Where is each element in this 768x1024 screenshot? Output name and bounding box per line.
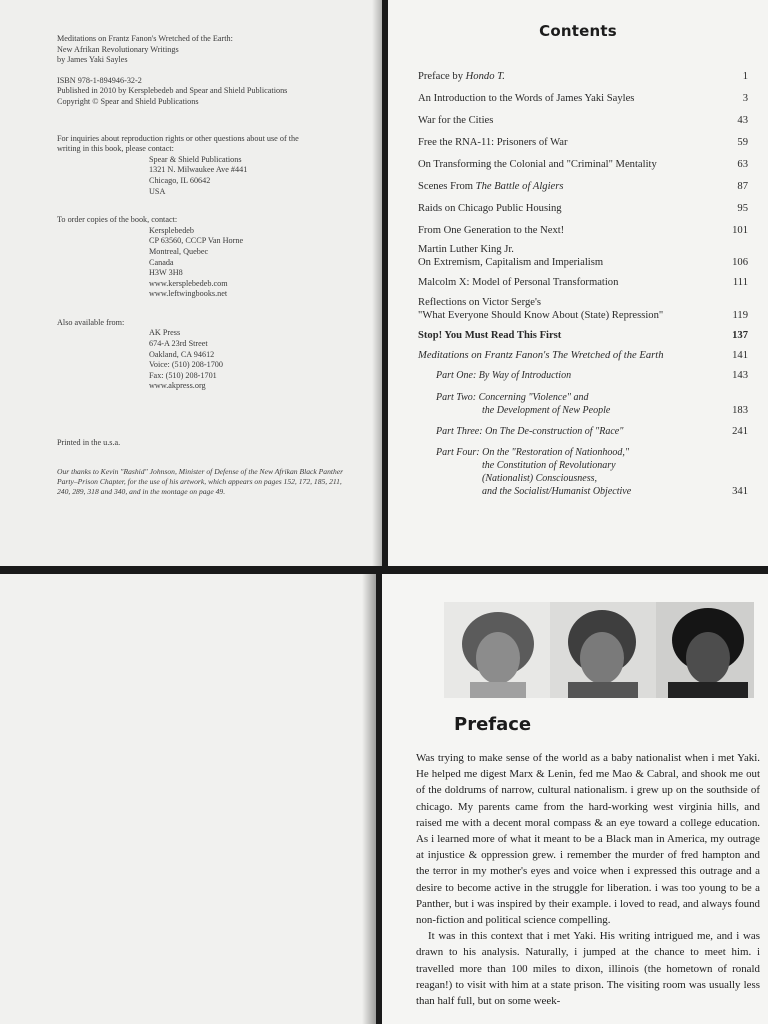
toc-page-number: 95 [737,203,748,214]
book-subtitle-line: New Afrikan Revolutionary Writings [57,44,179,54]
toc-entry [418,276,748,289]
address-line: Canada [149,257,174,267]
contents-heading: Contents [539,22,617,40]
toc-entry-title [418,391,714,417]
contents-page [388,0,768,566]
published-line: Published in 2010 by Kersplebedeb and Spear and Shield Publications [57,86,288,96]
toc-entry [418,136,748,149]
address-line: AK Press [149,328,181,338]
toc-entry-text: Free the RNA-11: Prisoners of War [418,137,568,148]
toc-entry-continuation: the Development of New People [482,405,611,416]
toc-entry-text: Martin Luther King Jr. [418,244,514,255]
toc-entry-title [418,224,714,237]
copyright-line: Copyright © Spear and Shield Publications [57,96,199,106]
toc-entry-text: Part Three: On The De-construction of "Race" [436,426,624,437]
preface-paragraph: Was trying to make sense of the world as a baby nationalist when i met Yaki. He helped me digest Marx & Lenin, fed me Mao & Cabral, and shook me out of the doldrums of narrow, cultural nationalism. i grew up on the southside of chicago. My parents came from the hard-working west virginia hills, and raised me with a decent moral compass & an eye toward a college education. As i learned more of what it meant to be a Black man in America, my outrage at injustice & oppression grew. i remember the murder of fred hampton and the terror in my mother's eyes and voice when i expressed this outrage and a desire to become active in the struggle for liberation. i was too young to be a Panther, but i was inspired by their example. i loved to read, and always found non-fiction and political science compelling. [416,752,760,927]
toc-entry-title [418,243,714,269]
toc-entry-continuation: the Constitution of Revolutionary [482,460,616,471]
toc-entry-italic: The Battle of Algiers [475,181,564,192]
toc-entry [418,114,748,127]
toc-entry-title [418,158,714,171]
toc-page-number: 119 [732,310,748,321]
toc-page-number: 87 [737,181,748,192]
also-available-label: Also available from: [57,317,125,327]
address-line: Kersplebedeb [149,225,195,235]
book-title-line: Meditations on Frantz Fanon's Wretched of the Earth: [57,34,233,43]
address-line: Chicago, IL 60642 [149,175,211,185]
toc-entry [418,180,748,193]
toc-entry-title [418,425,714,438]
toc-entry [418,369,748,382]
blank-page [0,574,376,1024]
page-gutter-shadow [372,0,382,566]
toc-entry-text: Scenes From [418,181,476,192]
website-link: www.akpress.org [149,381,206,391]
toc-entry-italic: Hondo T. [465,71,505,82]
author-photo-strip [444,602,754,698]
preface-heading: Preface [454,714,532,735]
toc-entry-title [418,136,714,149]
toc-entry-text: Stop! You Must Read This First [418,330,562,341]
address-line: 674-A 23rd Street [149,339,208,349]
address-line: CP 63560, CCCP Van Horne [149,236,244,246]
toc-entry [418,329,748,342]
toc-page-number: 101 [732,225,748,236]
address-line: Fax: (510) 208-1701 [149,370,217,380]
copyright-block [57,34,357,497]
toc-entry-text: On Transforming the Colonial and "Criminal" Mentality [418,159,657,170]
address-line: Montreal, Quebec [149,246,209,256]
toc-entry-title [418,114,714,127]
toc-entry [418,243,748,269]
address-line: Oakland, CA 94612 [149,349,215,359]
author-photo-2 [550,602,656,698]
toc-entry-text: Malcolm X: Model of Personal Transformation [418,277,619,288]
toc-entry-title [418,349,714,362]
toc-entry-title [418,446,714,498]
toc-entry-title [418,296,714,322]
toc-entry-text: Raids on Chicago Public Housing [418,203,562,214]
printed-in-line: Printed in the u.s.a. [57,438,121,448]
address-line: H3W 3H8 [149,268,183,278]
toc-entry [418,349,748,362]
toc-page-number: 43 [737,115,748,126]
toc-entry [418,70,748,83]
website-link: www.leftwingbooks.net [149,289,228,299]
toc-entry-continuation: "What Everyone Should Know About (State) Repression" [418,310,664,321]
copyright-page [0,0,382,566]
toc-page-number: 143 [732,370,748,381]
toc-page-number: 63 [737,159,748,170]
table-of-contents [418,62,748,498]
toc-entry-title [418,180,714,193]
inquiries-line: For inquiries about reproduction rights or other questions about use of the [57,133,299,143]
address-line: 1321 N. Milwaukee Ave #441 [149,165,248,175]
toc-entry-title [418,92,714,105]
toc-entry [418,446,748,498]
inquiries-line: writing in this book, please contact: [57,144,174,154]
toc-page-number: 59 [737,137,748,148]
toc-entry-continuation: On Extremism, Capitalism and Imperialism [418,257,604,268]
address-line: Voice: (510) 208-1700 [149,360,223,370]
address-line: Spear & Shield Publications [149,154,242,164]
isbn-line: ISBN 978-1-894946-32-2 [57,75,142,85]
author-photo-1 [444,602,550,698]
toc-entry-text: Reflections on Victor Serge's [418,297,541,308]
toc-page-number: 3 [742,93,748,104]
toc-entry [418,224,748,237]
book-author-line: by James Yaki Sayles [57,55,128,65]
toc-page-number: 111 [732,277,748,288]
toc-entry-text: Part Four: On the "Restoration of Nationhood," [436,447,630,458]
toc-entry-text: Meditations on Frantz Fanon's The Wretched of the Earth [418,350,664,361]
preface-paragraph: It was in this context that i met Yaki. His writing intrigued me, and i was drawn to his analysis. Naturally, i jumped at the chance to meet him. i travelled more than 100 miles to dixon, illinois (the hometown of ronald reagan!) to visit with him at a state prison. The visiting room was usually less than half full, but on some week- [416,930,760,1008]
artwork-thanks: Our thanks to Kevin "Rashid" Johnson, Minister of Defense of the New Afrikan Black Panther Party–Prison Chapter, for the use of his artwork, which appears on pages 152, 172, 185, 211, 240, 289, 318 and 340, and in the montage on page 49. [57,466,344,496]
toc-page-number: 137 [732,330,748,341]
toc-entry [418,158,748,171]
toc-entry [418,92,748,105]
address-line: USA [149,186,166,196]
toc-page-number: 341 [732,486,748,497]
preface-page [382,574,768,1024]
order-label: To order copies of the book, contact: [57,215,178,225]
page-gutter-shadow [362,574,376,1024]
website-link: www.kersplebedeb.com [149,278,228,288]
toc-page-number: 106 [732,257,748,268]
author-photo-3 [656,602,754,698]
toc-entry-text: An Introduction to the Words of James Yaki Sayles [418,93,635,104]
toc-entry-title [418,369,714,382]
toc-entry-continuation: and the Socialist/Humanist Objective [482,486,632,497]
spear-shield-address [149,155,357,197]
akpress-address [149,328,357,392]
toc-entry-title [418,329,714,342]
toc-entry [418,296,748,322]
toc-entry [418,391,748,417]
toc-page-number: 1 [742,71,748,82]
toc-entry-text: Part Two: Concerning "Violence" and [436,392,589,403]
toc-entry-text: War for the Cities [418,115,494,126]
kersplebedeb-address [149,226,357,300]
toc-entry-title [418,70,714,83]
toc-entry-title [418,202,714,215]
toc-entry-continuation: (Nationalist) Consciousness, [482,473,598,484]
toc-entry [418,202,748,215]
toc-entry [418,425,748,438]
toc-entry-text: From One Generation to the Next! [418,225,565,236]
toc-page-number: 141 [732,350,748,361]
toc-page-number: 241 [732,426,748,437]
toc-entry-text: Part One: By Way of Introduction [436,370,572,381]
toc-entry-title [418,276,714,289]
toc-page-number: 183 [732,405,748,416]
preface-body [416,750,760,1009]
toc-entry-text: Preface by [418,71,466,82]
